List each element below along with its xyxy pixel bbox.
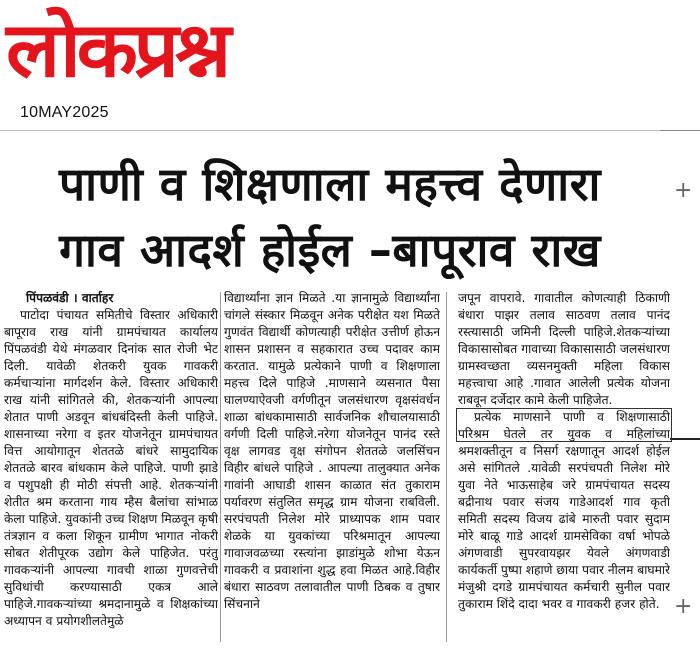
newspaper-logo: लोकप्रश्न	[6, 5, 228, 94]
column-divider	[220, 292, 221, 642]
article-column-3	[458, 290, 670, 640]
column-divider	[446, 292, 447, 642]
publication-date: 10MAY2025	[20, 104, 109, 121]
article-paragraph: विद्यार्थ्यांना ज्ञान मिळते .या ज्ञानामुळे विद्यार्थ्यांना चांगले संस्कार मिळवून अनेक परीक्षेत यश मिळते गुणवंत विद्यार्थी कोणत्याही परीक्षेत उत्तीर्ण होऊन शासन प्रशासन व सहकारात उच्च पदावर काम करतात. यामुळे प्रत्येकाने पाणी व शिक्षणाला महत्त्व दिले पाहिजे .माणसाने व्यसनात पैसा घालण्याऐवजी वर्गणीतून जलसंधारण वृक्षसंवर्धन शाळा बांधकामासाठी सार्वजनिक शौचालयासाठी वर्गणी दिली पाहिजे.नरेगा योजनेतून पानंद रस्ते वृक्ष लागवड वृक्ष संगोपन शेततळे जलसिंचन विहीर बांधले पाहिजे . आपल्या तालुक्यात अनेक गावांनी आघाडी शासन काळात संत तुकाराम पर्यावरण संतुलित समृद्ध ग्राम योजना राबविली. सरपंचपती निलेश मोरे प्राध्यापक शाम पवार शेळके या युवकांच्या परिश्रमातून आपल्या गावाजवळच्या रस्त्यांना झाडांमुळे शोभा येऊन गावकरी व प्रवाशांना शुद्ध हवा मिळत आहे.विहीर बंधारा साठवण तलावातील पाणी ठिबक व तुषार सिंचनाने	[224, 291, 440, 611]
masthead	[6, 4, 336, 99]
crop-mark-icon: +	[674, 178, 693, 203]
article-paragraph: पाटोदा पंचायत समितीचे विस्तार अधिकारी बापूराव राख यांनी ग्रामपंचायत कार्यालय पिंपळवंडी येथे मंगळवार दिनांक सात रोजी भेट दिली. यावेळी शेतकरी युवक गावकरी कर्मचाऱ्यांना मार्गदर्शन केले. विस्तार अधिकारी राख यांनी सांगितले की, शेतकऱ्यांनी आपल्या शेतात पाणी अडवून बांधबंदिस्ती केली पाहिजे. शासनाच्या नरेगा व इतर योजनेतून ग्रामपंचायत वित्त आयोगातून शेततळे बांधरे सामुदायिक शेततळे बारव बांधकाम केले पाहिजे. पाणी झाडे व पशुपक्षी ही मोठी संपत्ती आहे. शेतकऱ्यांनी शेतीत श्रम करताना गाय म्हैस बैलांचा सांभाळ केला पाहिजे. युवकांनी उच्च शिक्षण मिळवून कृषी तंत्रज्ञान व कला शिकून ग्रामीण भागात नोकरी सोबत शेतीपूरक उद्योग केले पाहिजेत. परंतु गावकऱ्यांनी आपल्या गावची शाळा गुणवत्तेची सुविधांची करण्यासाठी एकत्र आले पाहिजे.गावकऱ्यांच्या श्रमदानामुळे व शिक्षकांच्या अध्यापन व प्रयोगशीलतेमुळे	[4, 308, 218, 628]
article-column-2	[224, 290, 440, 640]
byline: पिंपळवंडी । वार्ताहर	[26, 291, 114, 305]
headline-line-1: पाणी व शिक्षणाला महत्त्व देणारा	[59, 157, 601, 211]
top-divider	[0, 130, 670, 131]
headline-line-2: गाव आदर्श होईल –बापूराव राख	[59, 223, 601, 277]
article-paragraph: प्रत्येक माणसाने पाणी व शिक्षणासाठी परिश्रम घेतले तर युवक व महिलांच्या श्रमशक्तीतून व निसर्ग रक्षणातून आदर्श होईल असे सांगितले .यावेळी सरपंचपती निलेश मोरे युवा नेते भाऊसाहेब जरे ग्रामपंचायत सदस्य बद्रीनाथ पवार संजय गाडेआदर्श गाव कृती समिती सदस्य विजय ढांबे मारुती पवार सुदाम मोरे बाळू गाडे आदर्श ग्रामसेविका वर्षा भोपळे अंगणवाडी सुपरवायझर येवले अंगणवाडी कार्यकर्ती पुष्पा शहाणे छाया पवार नीलम बाघमारे मंजुश्री दगडे ग्रामपंचायत कर्मचारी सुनील पवार तुकाराम शिंदे दादा भवर व गावकरी हजर होते.	[458, 410, 670, 611]
crop-mark-icon: +	[674, 594, 693, 619]
top-divider-edge	[660, 130, 700, 131]
highlight-box	[456, 408, 672, 442]
side-rule	[670, 438, 700, 440]
article-paragraph: जपून वापरावे. गावातील कोणत्याही ठिकाणी बंधारा पाझर तलाव साठवण तलाव पानंद रस्त्यासाठी जमिनी दिल्ली पाहिजे.शेतकऱ्यांच्या विकासासोबत गावाच्या विकासासाठी जलसंधारण ग्रामस्वच्छता व्यसनमुक्ती महिला विकास महत्त्वाचा आहे .गावात आलेली प्रत्येक योजना राबवून दर्जेदार कामे केली पाहिजेत.	[458, 291, 670, 407]
article-column-1	[4, 290, 218, 640]
